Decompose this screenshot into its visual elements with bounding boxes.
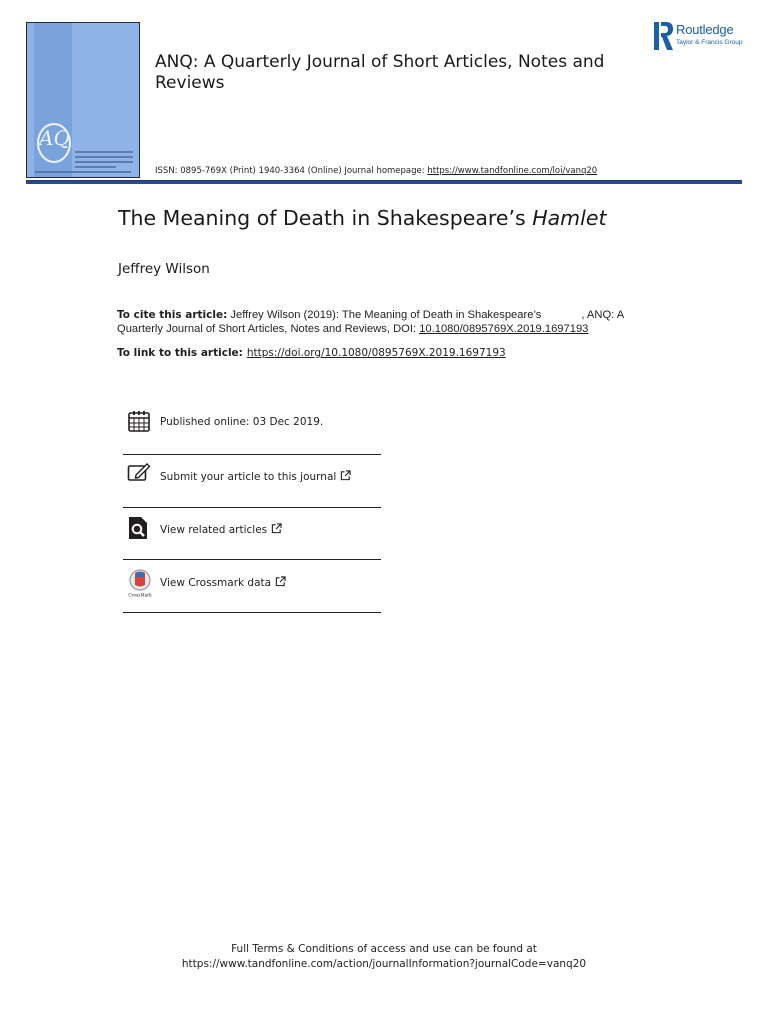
- submit-article-row[interactable]: [123, 458, 381, 510]
- article-title-italic: Hamlet: [532, 206, 607, 230]
- edit-icon: [127, 461, 151, 485]
- action-divider: [123, 454, 381, 455]
- related-articles-link[interactable]: [160, 523, 282, 536]
- journal-title: ANQ: A Quarterly Journal of Short Articles, Notes and Reviews: [155, 52, 605, 93]
- action-divider: [123, 559, 381, 560]
- issn-line: [155, 166, 597, 176]
- article-link-line: [117, 347, 506, 359]
- external-link-icon: [275, 576, 286, 587]
- related-articles-row[interactable]: [123, 511, 381, 563]
- related-search-icon: [127, 516, 151, 540]
- crossmark-label: View Crossmark data: [160, 577, 272, 589]
- link-label: To link to this article:: [117, 347, 243, 359]
- footer-terms-link[interactable]: https://www.tandfonline.com/action/journalInformation?journalCode=vanq20: [181, 958, 587, 970]
- routledge-r-icon: [654, 20, 674, 52]
- cite-text-1: Jeffrey Wilson (2019): The Meaning of Death in Shakespeare’s: [227, 309, 542, 321]
- footer-line-1: Full Terms & Conditions of access and use can be found at: [231, 943, 537, 955]
- submit-article-link[interactable]: [160, 470, 351, 483]
- footer-terms: [0, 942, 768, 972]
- related-articles-label: View related articles: [160, 524, 268, 536]
- doi-link[interactable]: 10.1080/0895769X.2019.1697193: [419, 323, 589, 335]
- header-divider: [26, 181, 742, 184]
- article-title: [118, 206, 607, 230]
- author-name: Jeffrey Wilson: [118, 261, 210, 277]
- article-doi-url[interactable]: https://doi.org/10.1080/0895769X.2019.1697193: [246, 347, 506, 359]
- journal-homepage-link[interactable]: https://www.tandfonline.com/loi/vanq20: [427, 166, 598, 176]
- cite-label: To cite this article:: [117, 309, 228, 321]
- external-link-icon: [340, 470, 351, 481]
- article-title-text: The Meaning of Death in Shakespeare’s: [118, 206, 533, 230]
- citation-block: [117, 308, 647, 336]
- publisher-subtitle: Taylor & Francis Group: [676, 39, 743, 46]
- issn-text: ISSN: 0895-769X (Print) 1940-3364 (Online) Journal homepage:: [155, 166, 428, 176]
- published-online-text: Published online: 03 Dec 2019.: [160, 416, 324, 428]
- submit-article-label: Submit your article to this journal: [160, 471, 337, 483]
- crossmark-link[interactable]: [160, 576, 286, 589]
- publisher-logo[interactable]: [654, 20, 754, 52]
- published-online-row: [123, 405, 381, 457]
- publisher-name: Routledge: [676, 22, 734, 37]
- external-link-icon: [271, 523, 282, 534]
- calendar-icon: [127, 409, 151, 433]
- cite-text-2: , ANQ: A Quarterly Journal of Short Articles, Notes and Reviews, DOI:: [117, 309, 624, 335]
- action-divider: [123, 612, 381, 613]
- crossmark-icon-caption: CrossMark: [128, 592, 152, 598]
- crossmark-icon: [126, 568, 154, 598]
- action-divider: [123, 507, 381, 508]
- crossmark-row[interactable]: [123, 563, 381, 615]
- journal-cover-image: AQ: [26, 22, 140, 178]
